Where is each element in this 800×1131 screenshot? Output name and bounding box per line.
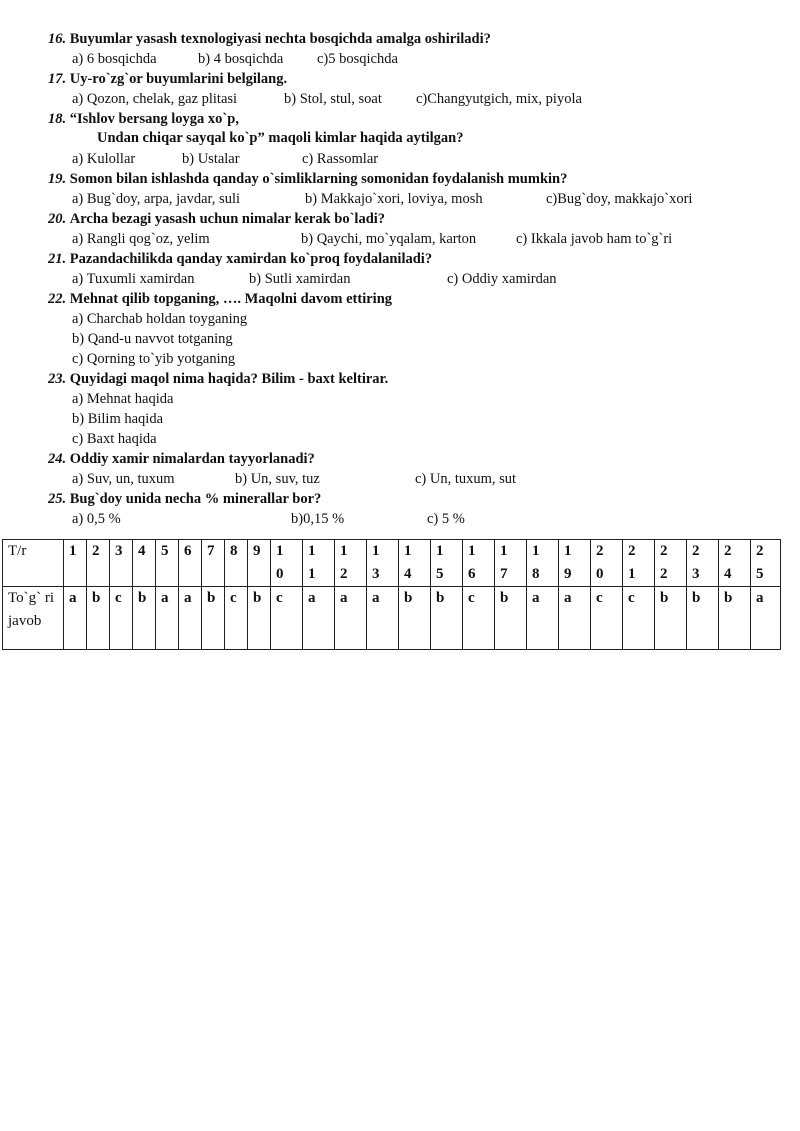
question-text: Bug`doy unida necha % minerallar bor? [69, 491, 322, 507]
option-c: c) Rassomlar [302, 151, 379, 167]
options-18 [72, 150, 772, 168]
options-19 [72, 190, 772, 208]
question-number-cell: 1 5 [431, 540, 463, 587]
option-b: b) Qaychi, mo`yqalam, karton [301, 231, 477, 247]
question-number-cell: 1 3 [367, 540, 399, 587]
question-number-cell: 9 [248, 540, 271, 587]
question-number-cell: 1 2 [335, 540, 367, 587]
question-number-cell: 2 [87, 540, 110, 587]
answer-cell: a [156, 587, 179, 650]
option-c: c) Baxt haqida [72, 431, 157, 447]
option-c: c)Changyutgich, mix, piyola [416, 91, 582, 107]
question-number: 20. [48, 211, 67, 227]
option-c: c) Ikkala javob ham to`g`ri [516, 231, 673, 247]
question-number-cell: 1 8 [527, 540, 559, 587]
answer-cell: a [751, 587, 781, 650]
question-number: 19. [48, 171, 67, 187]
options-17 [72, 90, 772, 108]
question-number-cell: 1 1 [303, 540, 335, 587]
options-16 [72, 50, 772, 68]
question-number: 22. [48, 291, 67, 307]
question-text: Pazandachilikda qanday xamirdan ko`proq foydalaniladi? [69, 251, 433, 267]
question-number-cell: 4 [133, 540, 156, 587]
question-18-line-2: Undan chiqar sayqal ko`p” maqoli kimlar haqida aytilgan? [97, 130, 464, 146]
question-number-cell: 2 2 [655, 540, 687, 587]
answer-cell: b [87, 587, 110, 650]
options-21 [72, 270, 772, 288]
option-a: a) Tuxumli xamirdan [72, 271, 195, 287]
answer-cell: b [719, 587, 751, 650]
answer-cell: b [202, 587, 225, 650]
question-text: Archa bezagi yasash uchun nimalar kerak bo`ladi? [69, 211, 386, 227]
question-number-cell: 2 4 [719, 540, 751, 587]
answer-cell: a [64, 587, 87, 650]
options-25 [72, 510, 772, 528]
answer-cell: a [367, 587, 399, 650]
table-row-numbers [3, 540, 781, 587]
question-text: “Ishlov bersang loyga xo`p, [69, 111, 239, 127]
option-a: a) Rangli qog`oz, yelim [72, 231, 210, 247]
question-number: 24. [48, 451, 67, 467]
option-a: a) 6 bosqichda [72, 51, 157, 67]
option-a: a) Kulollar [72, 151, 136, 167]
question-23 [48, 370, 388, 388]
row-header-answer: To`g` ri javob [3, 587, 64, 650]
options-20 [72, 230, 772, 248]
question-number-cell: 2 0 [591, 540, 623, 587]
question-text: Oddiy xamir nimalardan tayyorlanadi? [69, 451, 315, 467]
option-a: a) 0,5 % [72, 511, 121, 527]
answer-cell: c [225, 587, 248, 650]
answer-cell: b [431, 587, 463, 650]
option-a: a) Charchab holdan toyganing [72, 311, 248, 327]
question-number-cell: 1 [64, 540, 87, 587]
option-c: c) Un, tuxum, sut [415, 471, 517, 487]
option-c: c) Qorning to`yib yotganing [72, 351, 236, 367]
answer-cell: a [559, 587, 591, 650]
answer-cell: b [399, 587, 431, 650]
question-text: Uy-ro`zg`or buyumlarini belgilang. [69, 71, 288, 87]
option-c: c)Bug`doy, makkajo`xori [546, 191, 693, 207]
answer-cell: b [495, 587, 527, 650]
question-16 [48, 30, 491, 48]
option-c: c) 5 % [427, 511, 465, 527]
answer-cell: a [303, 587, 335, 650]
option-b: b) Qand-u navvot totganing [72, 331, 233, 347]
question-22 [48, 290, 392, 308]
option-a: a) Suv, un, tuxum [72, 471, 175, 487]
question-number: 16. [48, 31, 67, 47]
question-20 [48, 210, 385, 228]
options-24 [72, 470, 772, 488]
question-number: 21. [48, 251, 67, 267]
option-b: b) 4 bosqichda [198, 51, 284, 67]
option-b: b) Bilim haqida [72, 411, 164, 427]
question-18 [48, 110, 239, 128]
question-number-cell: 8 [225, 540, 248, 587]
question-number-cell: 1 7 [495, 540, 527, 587]
answer-cell: c [463, 587, 495, 650]
question-number-cell: 1 4 [399, 540, 431, 587]
answer-cell: b [248, 587, 271, 650]
question-number-cell: 1 0 [271, 540, 303, 587]
answer-cell: b [655, 587, 687, 650]
question-17 [48, 70, 287, 88]
question-number-cell: 2 1 [623, 540, 655, 587]
answer-cell: c [623, 587, 655, 650]
question-number: 23. [48, 371, 67, 387]
question-25 [48, 490, 321, 508]
question-number-cell: 2 5 [751, 540, 781, 587]
row-header-tr: T/r [3, 540, 64, 587]
answer-cell: c [591, 587, 623, 650]
option-b: b)0,15 % [291, 511, 345, 527]
question-text: Somon bilan ishlashda qanday o`simliklarning somonidan foydalanish mumkin? [69, 171, 568, 187]
question-text: Mehnat qilib topganing, …. Maqolni davom ettiring [69, 291, 393, 307]
answer-cell: c [271, 587, 303, 650]
answer-key-table [2, 539, 781, 650]
question-number-cell: 5 [156, 540, 179, 587]
question-number-cell: 3 [110, 540, 133, 587]
answer-cell: b [687, 587, 719, 650]
option-a: a) Mehnat haqida [72, 391, 174, 407]
answer-cell: c [110, 587, 133, 650]
option-c: c) Oddiy xamirdan [447, 271, 557, 287]
question-19 [48, 170, 567, 188]
option-b: b) Ustalar [182, 151, 240, 167]
table-row-answers [3, 587, 781, 650]
option-b: b) Stol, stul, soat [284, 91, 382, 107]
question-number: 18. [48, 111, 67, 127]
question-number: 25. [48, 491, 67, 507]
answer-cell: a [527, 587, 559, 650]
question-number-cell: 2 3 [687, 540, 719, 587]
answer-cell: b [133, 587, 156, 650]
question-text: Buyumlar yasash texnologiyasi nechta bosqichda amalga oshiriladi? [69, 31, 491, 47]
question-24 [48, 450, 315, 468]
answer-cell: a [335, 587, 367, 650]
question-text: Quyidagi maqol nima haqida? Bilim - baxt keltirar. [69, 371, 389, 387]
question-number-cell: 6 [179, 540, 202, 587]
option-b: b) Un, suv, tuz [235, 471, 320, 487]
question-number-cell: 7 [202, 540, 225, 587]
question-number-cell: 1 6 [463, 540, 495, 587]
option-a: a) Qozon, chelak, gaz plitasi [72, 91, 238, 107]
question-number-cell: 1 9 [559, 540, 591, 587]
question-number: 17. [48, 71, 67, 87]
question-21 [48, 250, 432, 268]
option-c: c)5 bosqichda [317, 51, 398, 67]
option-b: b) Makkajo`xori, loviya, mosh [305, 191, 483, 207]
answer-cell: a [179, 587, 202, 650]
option-a: a) Bug`doy, arpa, javdar, suli [72, 191, 240, 207]
option-b: b) Sutli xamirdan [249, 271, 351, 287]
